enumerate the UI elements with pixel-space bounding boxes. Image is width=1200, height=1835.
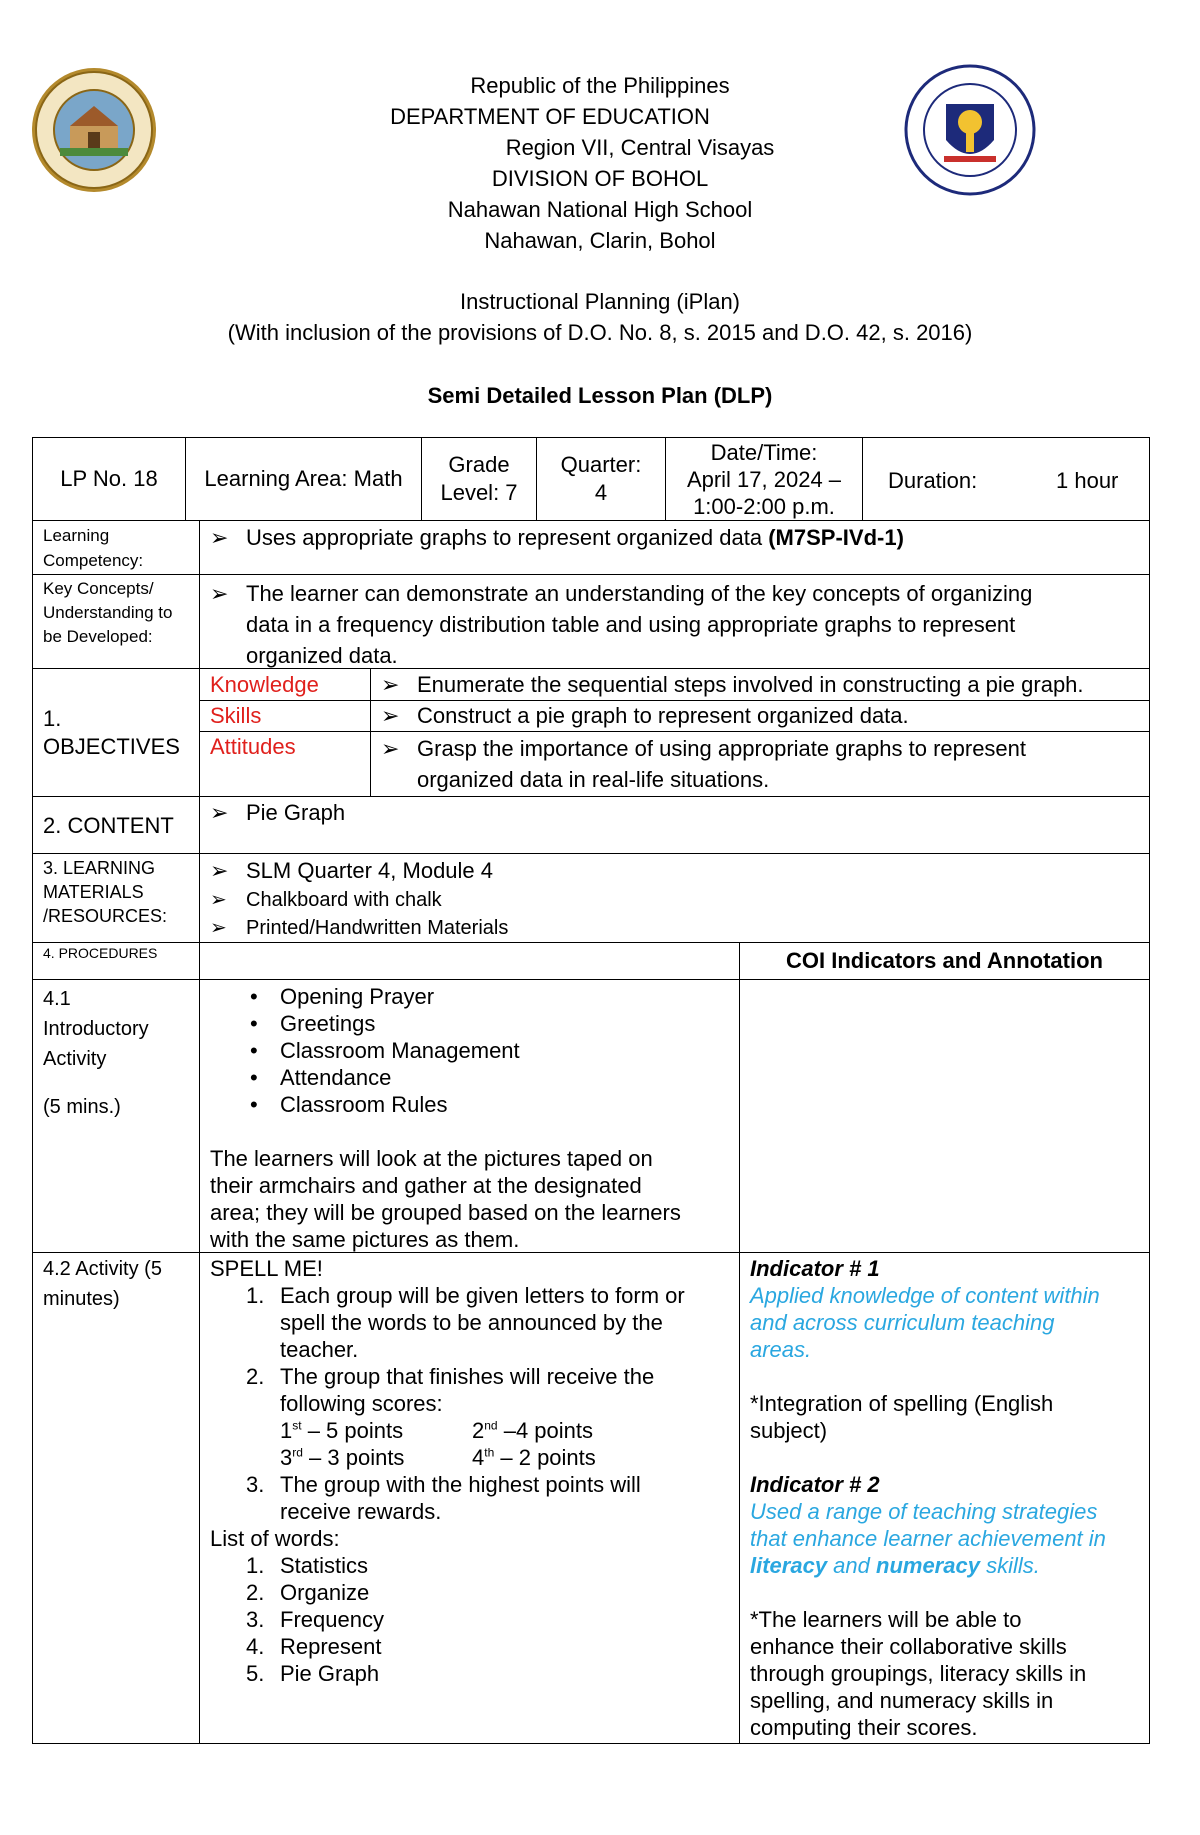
competency-label-cell <box>32 520 200 575</box>
note-2-line-5: computing their scores. <box>750 1715 978 1740</box>
intro-label-2: Introductory <box>43 1018 149 1040</box>
grade-label: Grade <box>448 452 510 477</box>
arrow-bullet-icon: ➢ <box>210 889 227 911</box>
list-item: 3. Frequency <box>246 1607 384 1632</box>
lp-number-cell <box>32 437 186 521</box>
arrow-bullet-icon: ➢ <box>210 800 229 825</box>
quarter-value: 4 <box>594 480 608 505</box>
list-item: 2. Organize <box>246 1580 370 1605</box>
arrow-bullet-icon: ➢ <box>210 858 229 883</box>
activity-title: SPELL ME! <box>210 1256 323 1281</box>
lp-number: LP No. 18 <box>60 466 158 491</box>
header-line-4: DIVISION OF BOHOL <box>491 166 709 191</box>
intro-label-cell <box>32 979 200 1253</box>
activity-label-2: minutes) <box>43 1288 120 1310</box>
competency-code: (M7SP-IVd-1) <box>768 525 904 550</box>
indicator-2-line-1: Used a range of teaching strategies <box>750 1499 1098 1524</box>
coi-header: COI Indicators and Annotation <box>786 948 1103 973</box>
learning-area: Learning Area: Math <box>204 466 403 491</box>
intro-paragraph-line-4: with the same pictures as them. <box>210 1227 520 1252</box>
intro-label-1: 4.1 <box>43 988 71 1010</box>
duration-label: Duration: <box>888 468 978 493</box>
key-concepts-line-1: The learner can demonstrate an understanding of the key concepts of organizing <box>246 581 1033 606</box>
date-time-cell <box>665 437 863 521</box>
date-label: Date/Time: <box>710 439 818 465</box>
competency-label-1: Learning <box>43 526 110 545</box>
note-1-line-1: *Integration of spelling (English <box>750 1391 1054 1416</box>
activity-content-cell <box>199 1252 740 1744</box>
arrow-bullet-icon: ➢ <box>210 581 229 606</box>
attitudes-line-2: organized data in real-life situations. <box>417 767 770 792</box>
objectives-label-cell <box>32 668 200 797</box>
indicator-2-title: Indicator # 2 <box>750 1472 880 1497</box>
list-item: 3. The group with the highest points will receive rewards. <box>246 1472 641 1524</box>
indicator-2-line-2: that enhance learner achievement in <box>750 1526 1106 1551</box>
objectives-label-2: OBJECTIVES <box>43 734 180 759</box>
key-concepts-label-3: be Developed: <box>43 627 153 646</box>
attitudes-label-cell <box>199 731 371 797</box>
key-concepts-label-1: Key Concepts/ <box>43 579 154 598</box>
procedures-spacer-cell <box>199 942 740 980</box>
knowledge-text: Enumerate the sequential steps involved in constructing a pie graph. <box>417 672 1084 697</box>
iplan-title: Instructional Planning (iPlan) <box>459 289 741 314</box>
quarter-label: Quarter: <box>560 452 642 477</box>
intro-paragraph-line-2: their armchairs and gather at the designated <box>210 1173 642 1198</box>
arrow-bullet-icon: ➢ <box>381 703 400 728</box>
materials-content-cell <box>199 853 1150 943</box>
competency-label-2: Competency: <box>43 551 144 570</box>
note-2-line-2: enhance their collaborative skills <box>750 1634 1067 1659</box>
note-2-line-3: through groupings, literacy skills in <box>750 1661 1087 1686</box>
materials-item: ➢ Chalkboard with chalk <box>210 886 1149 914</box>
note-2-line-4: spelling, and numeracy skills in <box>750 1688 1054 1713</box>
score-third: 3rd – 3 points <box>280 1445 405 1470</box>
grade-level-cell <box>421 437 537 521</box>
header-line-3: Region VII, Central Visayas <box>505 135 775 160</box>
competency-content-cell <box>199 520 1150 575</box>
note-2-line-1: *The learners will be able to <box>750 1607 1022 1632</box>
list-item: • Attendance <box>210 1064 739 1091</box>
list-item: 4. Represent <box>246 1634 382 1659</box>
activity-steps-list <box>210 1282 739 1525</box>
indicator-1-line-2: and across curriculum teaching <box>750 1310 1055 1335</box>
intro-label-3: Activity <box>43 1048 107 1070</box>
list-item: • Opening Prayer <box>210 983 739 1010</box>
time-value: 1:00-2:00 p.m. <box>693 493 835 519</box>
intro-bullet-list <box>210 983 739 1118</box>
key-concepts-label-2: Understanding to <box>43 603 173 622</box>
procedures-label-cell <box>32 942 200 980</box>
list-item: 5. Pie Graph <box>246 1661 380 1686</box>
header-line-6: Nahawan, Clarin, Bohol <box>484 228 716 253</box>
attitudes-content-cell <box>370 731 1150 797</box>
indicator-1-line-3: areas. <box>750 1337 812 1362</box>
materials-item: ➢ Printed/Handwritten Materials <box>210 914 1149 942</box>
arrow-bullet-icon: ➢ <box>381 736 400 761</box>
content-label: 2. CONTENT <box>43 813 174 838</box>
skills-label: Skills <box>210 703 262 728</box>
header-line-1: Republic of the Philippines <box>470 73 730 98</box>
header-line-2: DEPARTMENT OF EDUCATION <box>390 104 710 129</box>
materials-label-3: /RESOURCES: <box>43 906 168 926</box>
words-list <box>210 1552 739 1687</box>
score-first: 1st – 5 points <box>280 1418 404 1443</box>
key-concepts-line-2: data in a frequency distribution table and using appropriate graphs to represent <box>246 612 1016 637</box>
score-second: 2nd –4 points <box>472 1418 594 1443</box>
arrow-bullet-icon: ➢ <box>210 917 227 939</box>
words-label: List of words: <box>210 1526 340 1551</box>
list-item: 2. The group that finishes will receive the following scores: 1st – 5 points 2nd –4 points 3rd – 3 points 4th – 2 points <box>246 1364 655 1470</box>
knowledge-label: Knowledge <box>210 672 319 697</box>
list-item: • Greetings <box>210 1010 739 1037</box>
date-value: April 17, 2024 – <box>686 466 842 492</box>
indicator-1-line-1: Applied knowledge of content within <box>750 1283 1100 1308</box>
coi-header-cell <box>739 942 1150 980</box>
dlp-title: Semi Detailed Lesson Plan (DLP) <box>427 383 773 408</box>
knowledge-label-cell <box>199 668 371 701</box>
list-item: 1. Each group will be given letters to form or spell the words to be announced by the teacher. <box>246 1283 685 1362</box>
grade-value: Level: 7 <box>440 480 518 505</box>
activity-label-1: 4.2 Activity (5 <box>43 1258 162 1280</box>
list-item: • Classroom Management <box>210 1037 739 1064</box>
list-item: 1. Statistics <box>246 1553 369 1578</box>
attitudes-label: Attitudes <box>210 734 296 759</box>
content-text: Pie Graph <box>246 800 346 825</box>
attitudes-line-1: Grasp the importance of using appropriate graphs to represent <box>417 736 1027 761</box>
intro-coi-cell <box>739 979 1150 1253</box>
indicator-2-line-3: literacy and numeracy skills. <box>750 1553 1040 1578</box>
quarter-cell <box>536 437 666 521</box>
key-concepts-label-cell <box>32 574 200 669</box>
duration-cell <box>862 437 1150 521</box>
indicator-1-title: Indicator # 1 <box>750 1256 880 1281</box>
knowledge-content-cell <box>370 668 1150 701</box>
skills-text: Construct a pie graph to represent organized data. <box>417 703 909 728</box>
objectives-label-1: 1. <box>43 706 62 731</box>
activity-coi-cell <box>739 1252 1150 1744</box>
note-1-line-2: subject) <box>750 1418 828 1443</box>
key-concepts-line-3: organized data. <box>246 643 398 668</box>
skills-content-cell <box>370 700 1150 732</box>
content-label-cell <box>32 796 200 854</box>
content-value-cell <box>199 796 1150 854</box>
duration-value: 1 hour <box>1056 468 1119 493</box>
arrow-bullet-icon: ➢ <box>210 525 229 550</box>
list-item: • Classroom Rules <box>210 1091 739 1118</box>
header-line-5: Nahawan National High School <box>447 197 753 222</box>
materials-label-cell <box>32 853 200 943</box>
arrow-bullet-icon: ➢ <box>381 672 400 697</box>
intro-paragraph-line-3: area; they will be grouped based on the learners <box>210 1200 681 1225</box>
competency-text: Uses appropriate graphs to represent organized data <box>246 525 769 550</box>
materials-label-2: MATERIALS <box>43 882 144 902</box>
key-concepts-content-cell <box>199 574 1150 669</box>
score-fourth: 4th – 2 points <box>472 1445 596 1470</box>
intro-paragraph-line-1: The learners will look at the pictures taped on <box>210 1146 653 1171</box>
materials-item: ➢ SLM Quarter 4, Module 4 <box>210 856 1149 886</box>
materials-label-1: 3. LEARNING <box>43 858 156 878</box>
intro-label-4: (5 mins.) <box>43 1096 121 1118</box>
intro-content-cell <box>199 979 740 1253</box>
learning-area-cell <box>185 437 422 521</box>
activity-label-cell <box>32 1252 200 1744</box>
procedures-label: 4. PROCEDURES <box>43 945 158 961</box>
skills-label-cell <box>199 700 371 732</box>
iplan-subtitle: (With inclusion of the provisions of D.O. No. 8, s. 2015 and D.O. 42, s. 2016) <box>227 320 973 345</box>
